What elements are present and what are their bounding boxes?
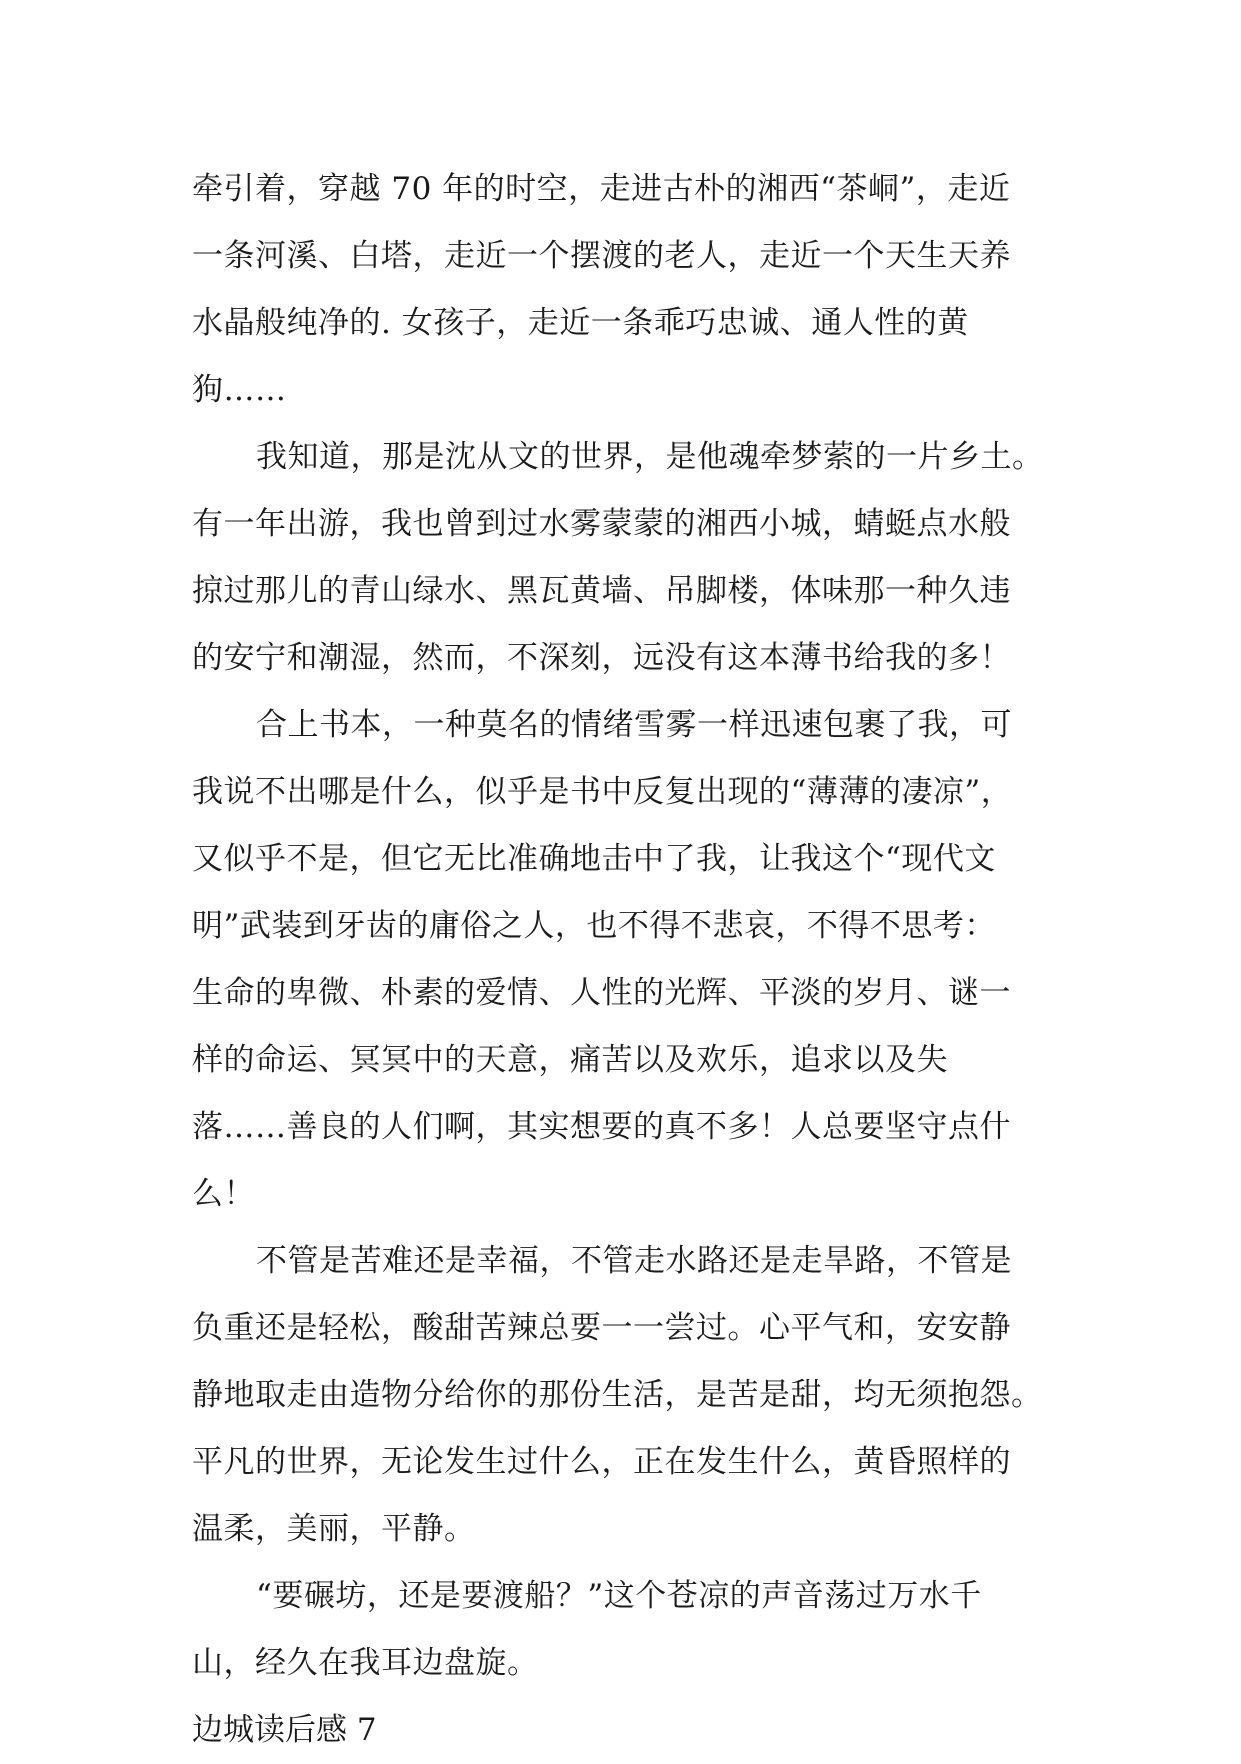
text-line: 掠过那儿的青山绿水、黑瓦黄墙、吊脚楼，体味那一种久违 xyxy=(192,573,1011,609)
text-line: 的安宁和潮湿，然而，不深刻，远没有这本薄书给我的多！ xyxy=(192,640,1011,676)
text-line: 我说不出哪是什么，似乎是书中反复出现的“薄薄的凄凉”， xyxy=(192,774,1013,810)
text-line: 么！ xyxy=(192,1176,255,1212)
paragraph-first-line: 合上书本，一种莫名的情绪雪雾一样迅速包裹了我，可 xyxy=(256,707,1012,743)
document-body xyxy=(192,156,1050,1764)
text-line: 有一年出游，我也曾到过水雾蒙蒙的湘西小城，蜻蜓点水般 xyxy=(192,506,1011,542)
text-line: 落……善良的人们啊，其实想要的真不多！人总要坚守点什 xyxy=(192,1109,1011,1145)
text-line: 生命的卑微、朴素的爱情、人性的光辉、平淡的岁月、谜一 xyxy=(192,975,1011,1011)
paragraph-first-line: 不管是苦难还是幸福，不管走水路还是走旱路，不管是 xyxy=(256,1243,1012,1279)
text-line: 水晶般纯净的. 女孩子，走近一条乖巧忠诚、通人性的黄 xyxy=(192,305,969,341)
text-line: 温柔，美丽，平静。 xyxy=(192,1511,476,1547)
text-line: 一条河溪、白塔，走近一个摆渡的老人，走近一个天生天养 xyxy=(192,238,1011,274)
text-line: 负重还是轻松，酸甜苦辣总要一一尝过。心平气和，安安静 xyxy=(192,1310,1011,1346)
text-line: 山，经久在我耳边盘旋。 xyxy=(192,1645,539,1681)
text-line: 狗…… xyxy=(192,372,287,408)
paragraph-first-line: 我知道，那是沈从文的世界，是他魂牵梦萦的一片乡土。 xyxy=(256,439,1044,475)
text-line: 明”武装到牙齿的庸俗之人，也不得不悲哀，不得不思考： xyxy=(192,908,996,944)
text-line: 平凡的世界，无论发生过什么，正在发生什么，黄昏照样的 xyxy=(192,1444,1011,1480)
paragraph-first-line: “要碾坊，还是要渡船？”这个苍凉的声音荡过万水千 xyxy=(256,1578,982,1614)
text-line: 样的命运、冥冥中的天意，痛苦以及欢乐，追求以及失 xyxy=(192,1042,948,1078)
section-heading: 边城读后感 7 xyxy=(192,1712,377,1748)
text-line: 又似乎不是，但它无比准确地击中了我，让我这个“现代文 xyxy=(192,841,996,877)
text-line: 静地取走由造物分给你的那份生活，是苦是甜，均无须抱怨。 xyxy=(192,1377,1043,1413)
text-line: 牵引着，穿越 70 年的时空，走进古朴的湘西“茶峒”，走近 xyxy=(192,171,1011,207)
